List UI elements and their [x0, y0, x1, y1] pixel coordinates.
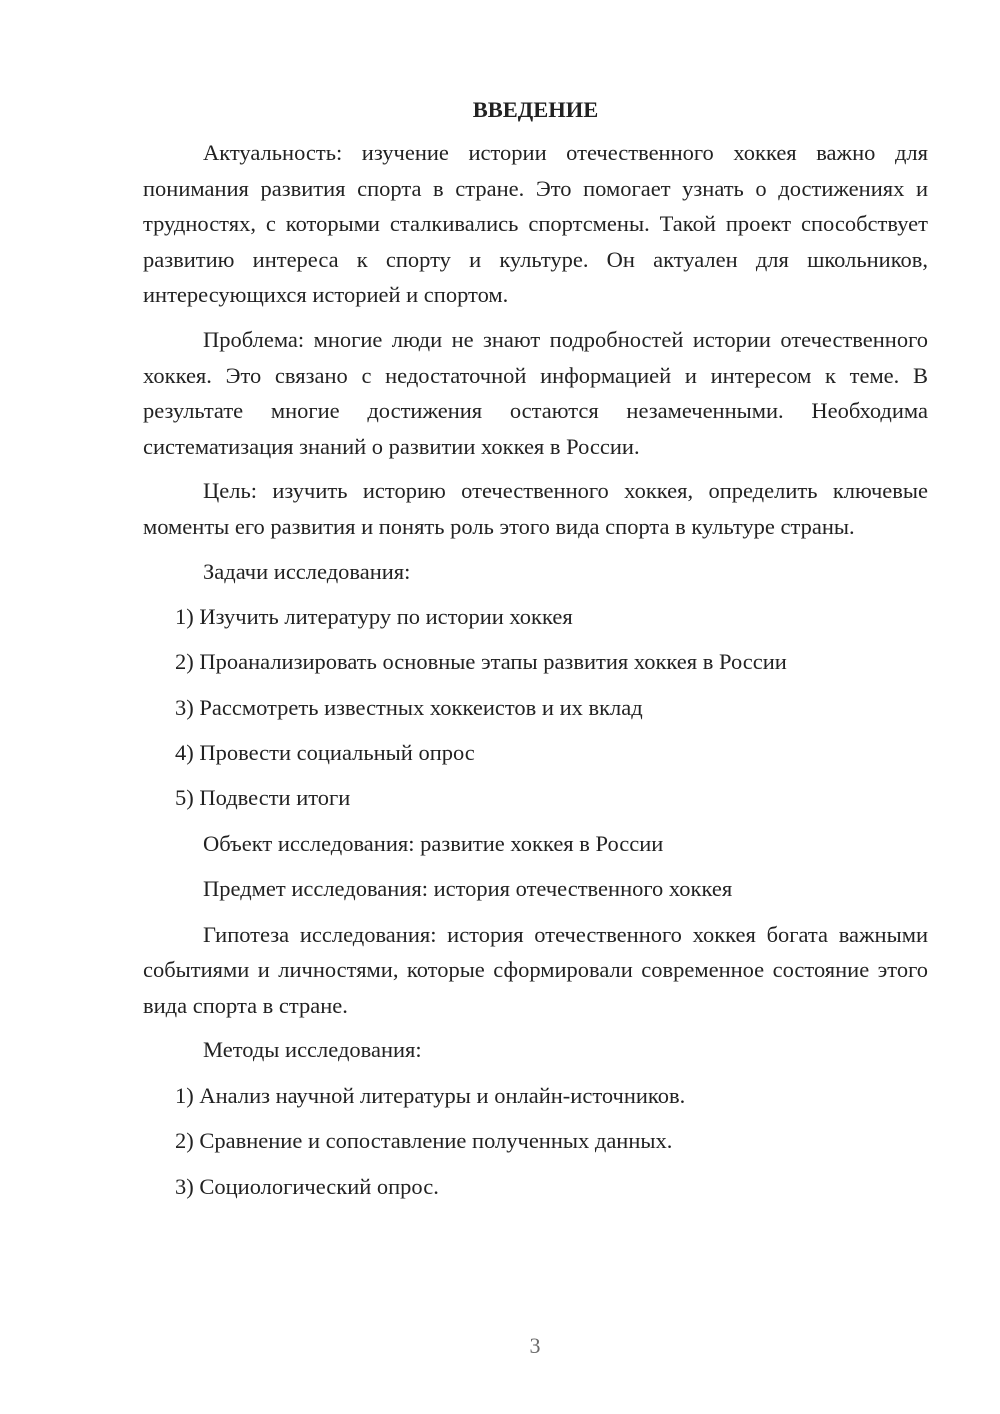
subject-paragraph: Предмет исследования: история отечественного хоккея [203, 876, 733, 902]
method-item: 1) Анализ научной литературы и онлайн-источников. [175, 1082, 686, 1108]
task-item: 1) Изучить литературу по истории хоккея [175, 603, 573, 629]
goal-paragraph: Цель: изучить историю отечественного хоккея, определить ключевые моменты его развития и понять роль этого вида спорта в культуре страны. [143, 478, 928, 539]
task-item: 3) Рассмотреть известных хоккеистов и их вклад [175, 694, 643, 720]
page-number: 3 [529, 1333, 541, 1358]
page-content [143, 92, 928, 1204]
relevance-paragraph: Актуальность: изучение истории отечественного хоккея важно для понимания развития спорта в стране. Это помогает узнать о достижениях и трудностях, с которыми сталкивались спортсмены. Такой проект способствует развитию интереса к спорту и культуре. Он актуален для школьников, интересующихся историей и спортом. [143, 140, 928, 308]
method-item: 3) Социологический опрос. [175, 1173, 439, 1199]
methods-list [143, 1078, 928, 1204]
section-title: ВВЕДЕНИЕ [472, 97, 599, 122]
tasks-list [143, 599, 928, 816]
hypothesis-paragraph: Гипотеза исследования: история отечественного хоккея богата важными событиями и личностями, которые сформировали современное состояние этого вида спорта в стране. [143, 921, 928, 1018]
methods-heading: Методы исследования: [203, 1037, 422, 1063]
tasks-heading: Задачи исследования: [203, 558, 411, 584]
task-item: 4) Провести социальный опрос [175, 740, 475, 766]
task-item: 2) Проанализировать основные этапы развития хоккея в России [175, 649, 787, 675]
method-item: 2) Сравнение и сопоставление полученных данных. [175, 1128, 673, 1154]
task-item: 5) Подвести итоги [175, 785, 351, 811]
object-paragraph: Объект исследования: развитие хоккея в России [203, 830, 664, 856]
problem-paragraph: Проблема: многие люди не знают подробностей истории отечественного хоккея. Это связано с недостаточной информацией и интересом к теме. В результате многие достижения остаются незамеченными. Необходима систематизация знаний о развитии хоккея в России. [143, 326, 928, 459]
